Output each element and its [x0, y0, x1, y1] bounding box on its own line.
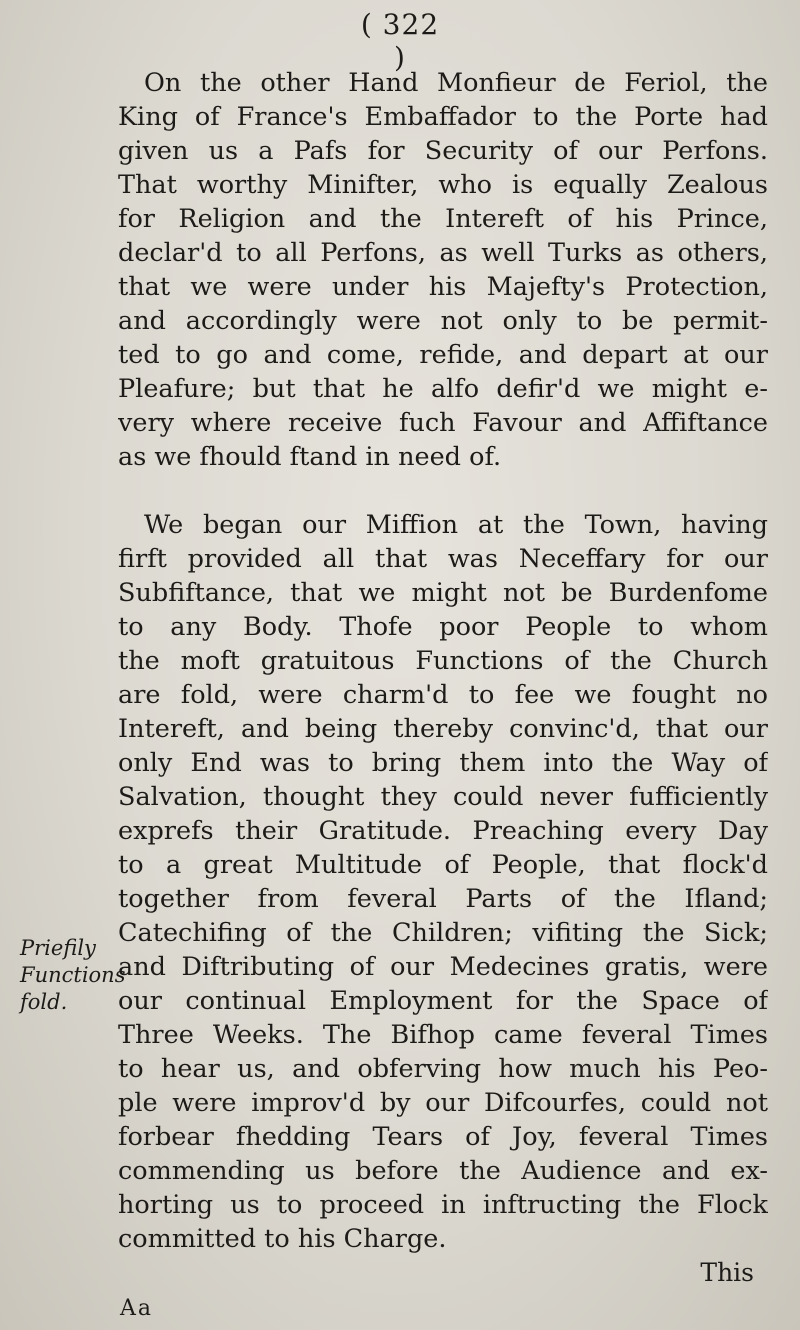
text-line: On the other Hand Monfieur de Feriol, the	[144, 68, 768, 98]
text-line: Catechifing of the Children; vifiting the Sick;	[118, 918, 768, 948]
text-line: horting us to proceed in inftructing the Flock	[118, 1190, 768, 1220]
catchword: This	[700, 1258, 754, 1287]
paragraph-gap	[118, 474, 768, 508]
text-line: ple were improv'd by our Difcourfes, could not	[118, 1088, 768, 1118]
text-line: given us a Pafs for Security of our Perfons.	[118, 136, 768, 166]
text-line: That worthy Minifter, who is equally Zealous	[118, 170, 768, 200]
body-text	[118, 66, 768, 1256]
text-line: the moft gratuitous Functions of the Church	[118, 646, 768, 676]
text-line: and accordingly were not only to be permit-	[118, 306, 768, 336]
margin-note-line: Functions	[20, 963, 126, 987]
text-line: for Religion and the Intereft of his Prince,	[118, 204, 768, 234]
text-line: are fold, were charm'd to fee we fought no	[118, 680, 768, 710]
text-line: Subfiftance, that we might not be Burdenfome	[118, 578, 768, 608]
page-number: ( 322 )	[360, 8, 440, 74]
text-line: King of France's Embaffador to the Porte had	[118, 102, 768, 132]
margin-note-line: Priefily	[20, 936, 96, 960]
text-line: Three Weeks. The Bifhop came feveral Times	[118, 1020, 768, 1050]
text-line: firft provided all that was Neceffary for our	[118, 544, 768, 574]
text-line: to hear us, and obferving how much his Peo-	[118, 1054, 768, 1084]
text-line: and Diftributing of our Medecines gratis, were	[118, 952, 768, 982]
text-line: together from feveral Parts of the Ifland;	[118, 884, 768, 914]
text-line: to a great Multitude of People, that flock'd	[118, 850, 768, 880]
text-line: Salvation, thought they could never fufficiently	[118, 782, 768, 812]
margin-note	[20, 935, 126, 1016]
signature-mark: Aa	[120, 1296, 154, 1321]
text-line: commending us before the Audience and ex-	[118, 1156, 768, 1186]
text-line: committed to his Charge.	[118, 1224, 447, 1254]
margin-note-line: fold.	[20, 990, 68, 1014]
text-line: that we were under his Majefty's Protection,	[118, 272, 768, 302]
text-line: Pleafure; but that he alfo defir'd we might e-	[118, 374, 768, 404]
text-line: very where receive fuch Favour and Affiftance	[118, 408, 768, 438]
text-line: exprefs their Gratitude. Preaching every Day	[118, 816, 768, 846]
text-line: only End was to bring them into the Way of	[118, 748, 768, 778]
text-line: as we fhould ftand in need of.	[118, 442, 502, 472]
text-line: forbear fhedding Tears of Joy, feveral Times	[118, 1122, 768, 1152]
text-line: ted to go and come, refide, and depart at our	[118, 340, 768, 370]
text-line: to any Body. Thofe poor People to whom	[118, 612, 768, 642]
text-line: declar'd to all Perfons, as well Turks as others,	[118, 238, 768, 268]
text-line: our continual Employment for the Space of	[118, 986, 768, 1016]
text-line: Intereft, and being thereby convinc'd, that our	[118, 714, 768, 744]
text-line: We began our Miffion at the Town, having	[144, 510, 768, 540]
